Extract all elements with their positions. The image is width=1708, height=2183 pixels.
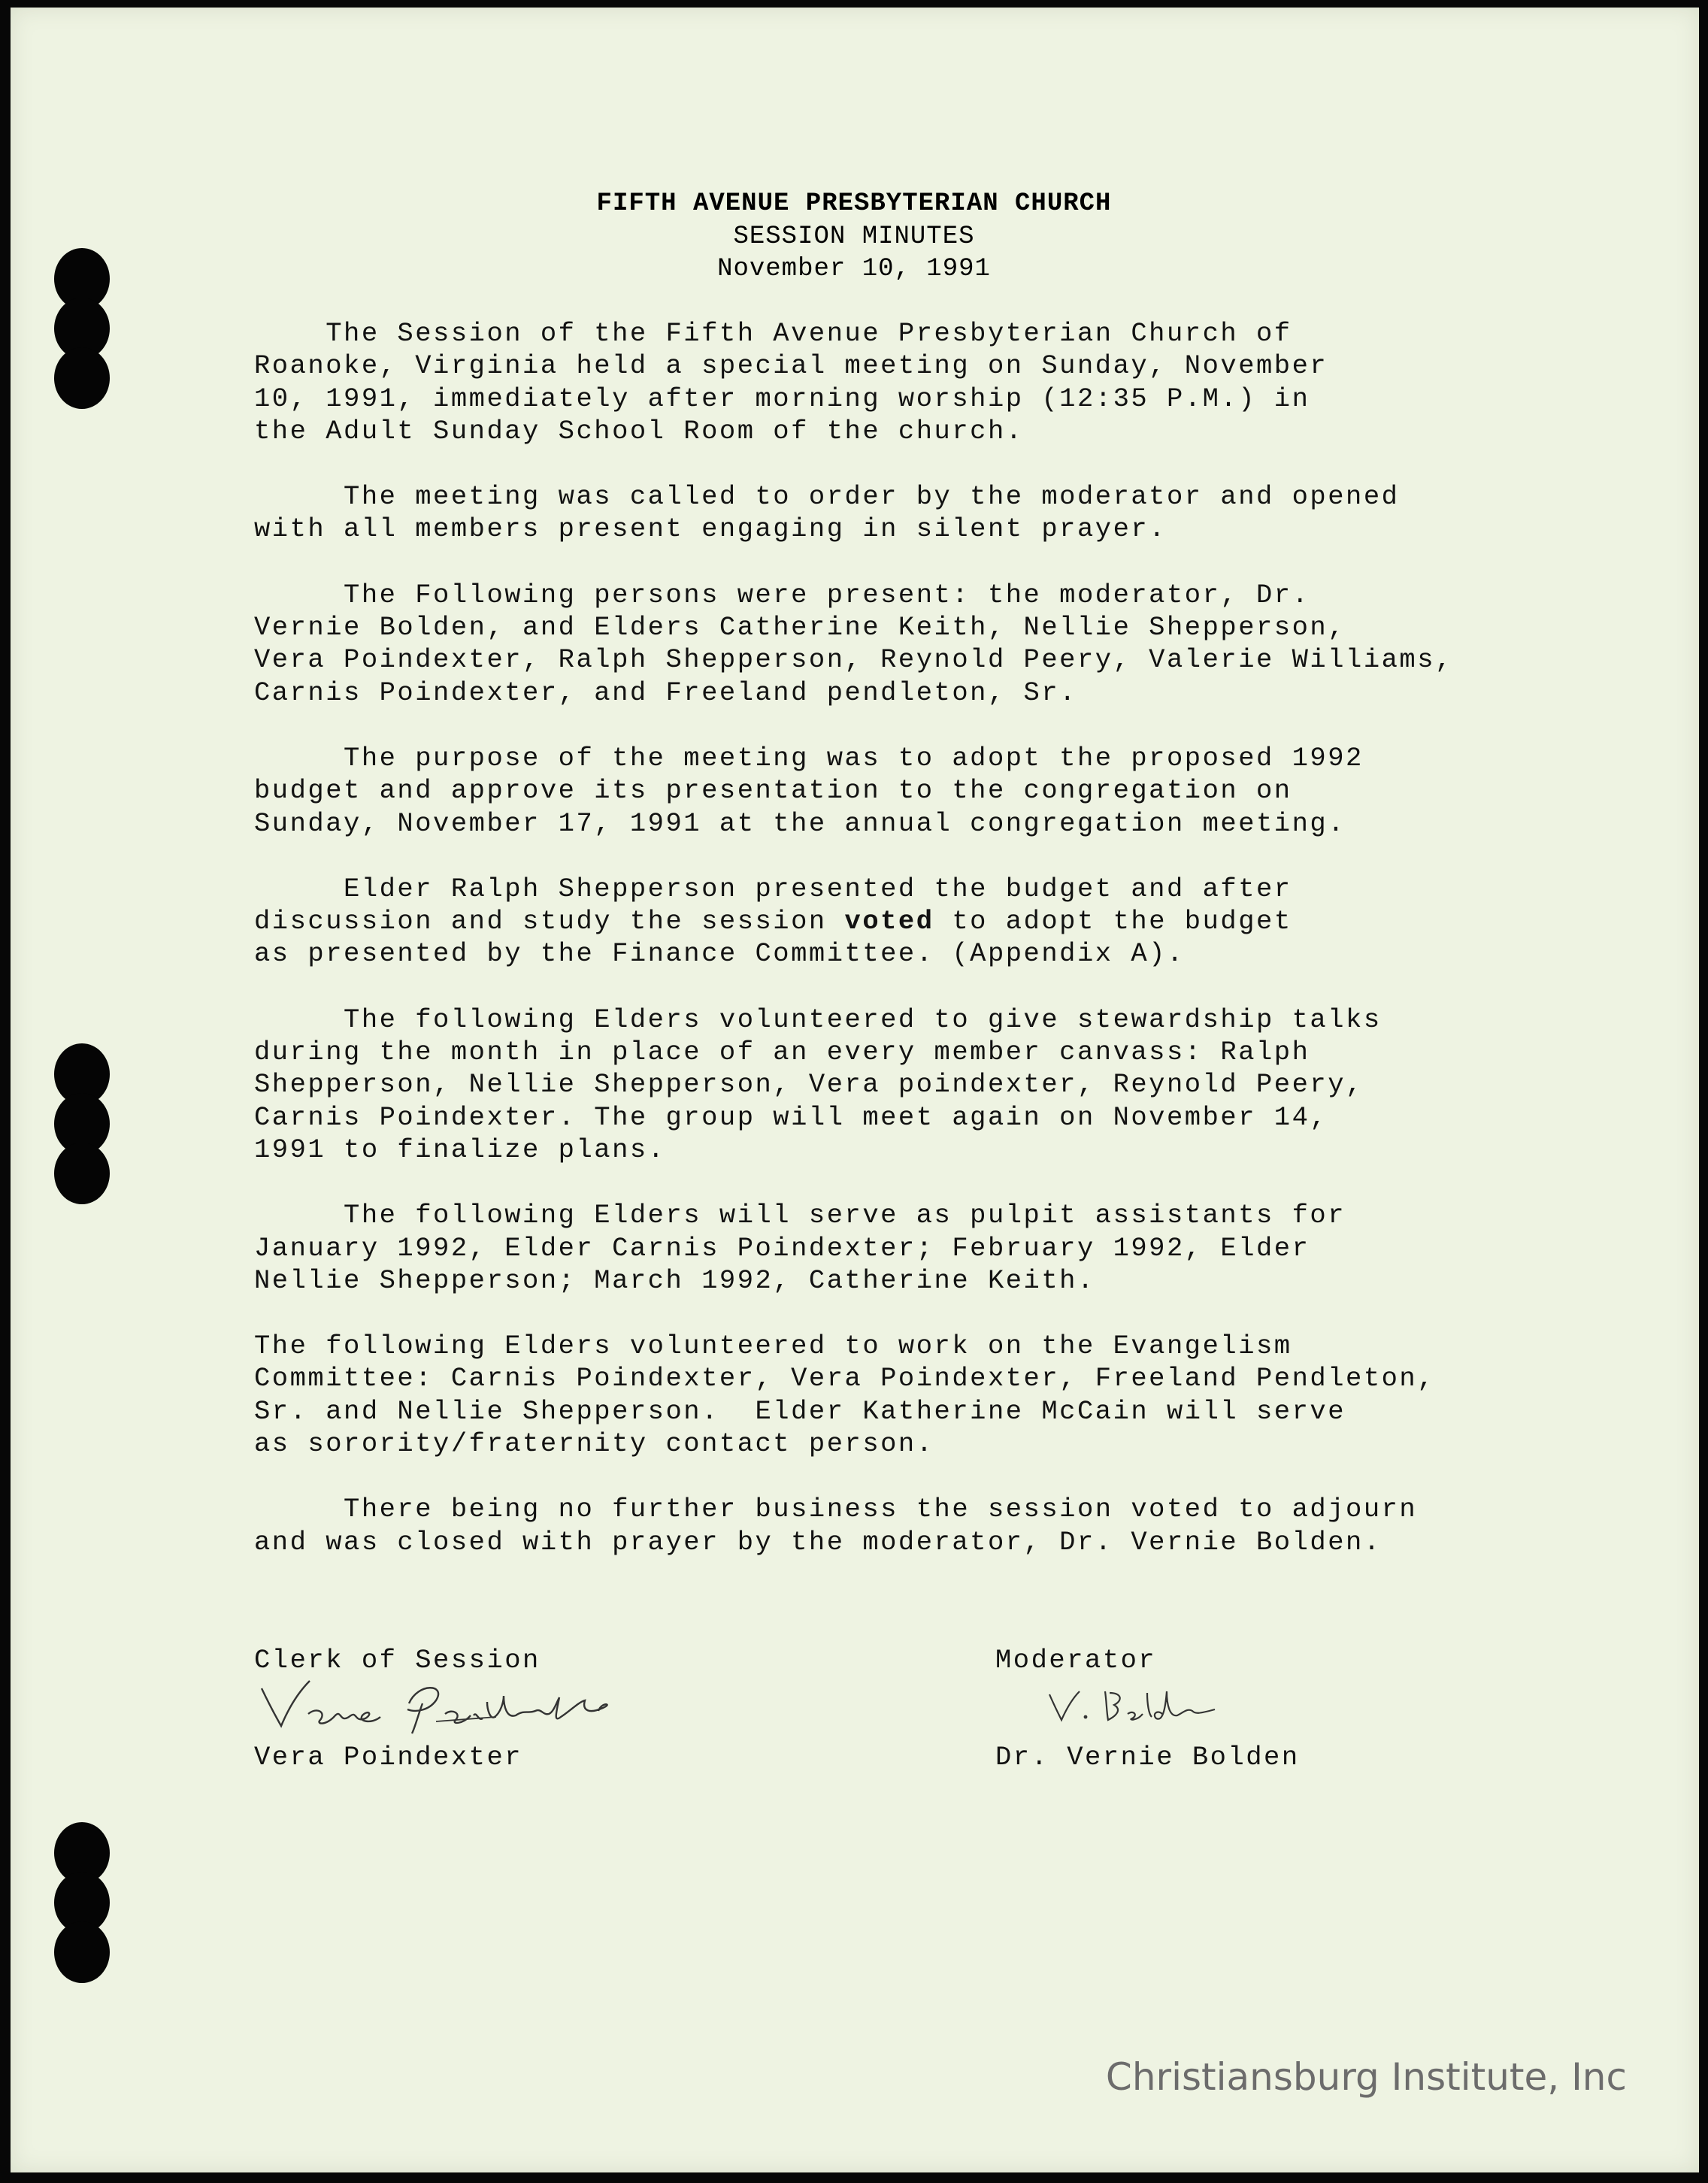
text-line: budget and approve its presentation to the congregation on	[254, 775, 1292, 807]
text-line: Elder Ralph Shepperson presented the budget and after	[254, 873, 1292, 904]
text-line: Sunday, November 17, 1991 at the annual congregation meeting.	[254, 807, 1346, 839]
text-line: Shepperson, Nellie Shepperson, Vera poindexter, Reynold Peery,	[254, 1069, 1364, 1101]
minutes-paragraph	[254, 1493, 1562, 1558]
text-line: the Adult Sunday School Room of the church.	[254, 415, 1024, 447]
document-title: FIFTH AVENUE PRESBYTERIAN CHURCH	[596, 189, 1112, 218]
watermark: Christiansburg Institute, Inc	[1105, 2055, 1627, 2099]
minutes-paragraph	[254, 742, 1562, 840]
minutes-paragraph	[254, 1330, 1562, 1460]
binder-hole-middle	[48, 1043, 116, 1204]
minutes-paragraph	[254, 317, 1562, 447]
binder-hole-bottom	[48, 1822, 116, 1983]
text-line: The Following persons were present: the moderator, Dr.	[254, 579, 1310, 610]
text-line: during the month in place of an every member canvass: Ralph	[254, 1037, 1310, 1068]
text-line: Carnis Poindexter. The group will meet again on November 14,	[254, 1101, 1328, 1133]
moderator-label: Moderator	[995, 1645, 1157, 1676]
minutes-paragraph	[254, 1004, 1562, 1166]
text-line: and was closed with prayer by the moderator, Dr. Vernie Bolden.	[254, 1526, 1382, 1558]
minutes-paragraph	[254, 480, 1562, 546]
text-line: Committee: Carnis Poindexter, Vera Poindexter, Freeland Pendleton,	[254, 1363, 1436, 1394]
text-line: 1991 to finalize plans.	[254, 1134, 666, 1165]
text-line: There being no further business the session voted to adjourn	[254, 1494, 1418, 1525]
text-line: The purpose of the meeting was to adopt the proposed 1992	[254, 742, 1364, 774]
clerk-signature	[248, 1670, 669, 1738]
document-subtitle: SESSION MINUTES	[733, 223, 975, 251]
text-line: The following Elders volunteered to work on the Evangelism	[254, 1331, 1292, 1362]
text-line: January 1992, Elder Carnis Poindexter; February 1992, Elder	[254, 1232, 1310, 1264]
text-line: as sorority/fraternity contact person.	[254, 1428, 934, 1460]
text-line: Vera Poindexter, Ralph Shepperson, Reynold Peery, Valerie Williams,	[254, 644, 1453, 676]
clerk-label: Clerk of Session	[254, 1645, 541, 1676]
text-line: The following Elders will serve as pulpit assistants for	[254, 1200, 1346, 1231]
text-line: Roanoke, Virginia held a special meeting on Sunday, November	[254, 350, 1328, 382]
text-line: with all members present engaging in silent prayer.	[254, 513, 1167, 545]
text-line: Vernie Bolden, and Elders Catherine Keith, Nellie Shepperson,	[254, 612, 1346, 643]
text-line: as presented by the Finance Committee. (Appendix A).	[254, 938, 1185, 970]
minutes-paragraph	[254, 579, 1562, 709]
minutes-paragraph	[254, 1199, 1562, 1297]
minutes-paragraph	[254, 873, 1562, 970]
clerk-name: Vera Poindexter	[254, 1742, 523, 1773]
moderator-signature	[1037, 1684, 1263, 1729]
text-line: discussion and study the session voted to adopt the budget	[254, 906, 1292, 937]
text-line: Carnis Poindexter, and Freeland pendleton, Sr.	[254, 677, 1077, 708]
text-line: Sr. and Nellie Shepperson. Elder Katherine McCain will serve	[254, 1395, 1346, 1427]
text-line: The following Elders volunteered to give stewardship talks	[254, 1004, 1382, 1035]
minutes-body	[254, 317, 1562, 1591]
text-line: Nellie Shepperson; March 1992, Catherine Keith.	[254, 1264, 1095, 1296]
text-line: The meeting was called to order by the moderator and opened	[254, 481, 1400, 513]
moderator-name: Dr. Vernie Bolden	[995, 1742, 1300, 1773]
text-line: The Session of the Fifth Avenue Presbyterian Church of	[254, 318, 1292, 349]
bold-word: voted	[844, 906, 934, 937]
text-line: 10, 1991, immediately after morning worship (12:35 P.M.) in	[254, 383, 1310, 414]
document-date: November 10, 1991	[717, 255, 991, 283]
